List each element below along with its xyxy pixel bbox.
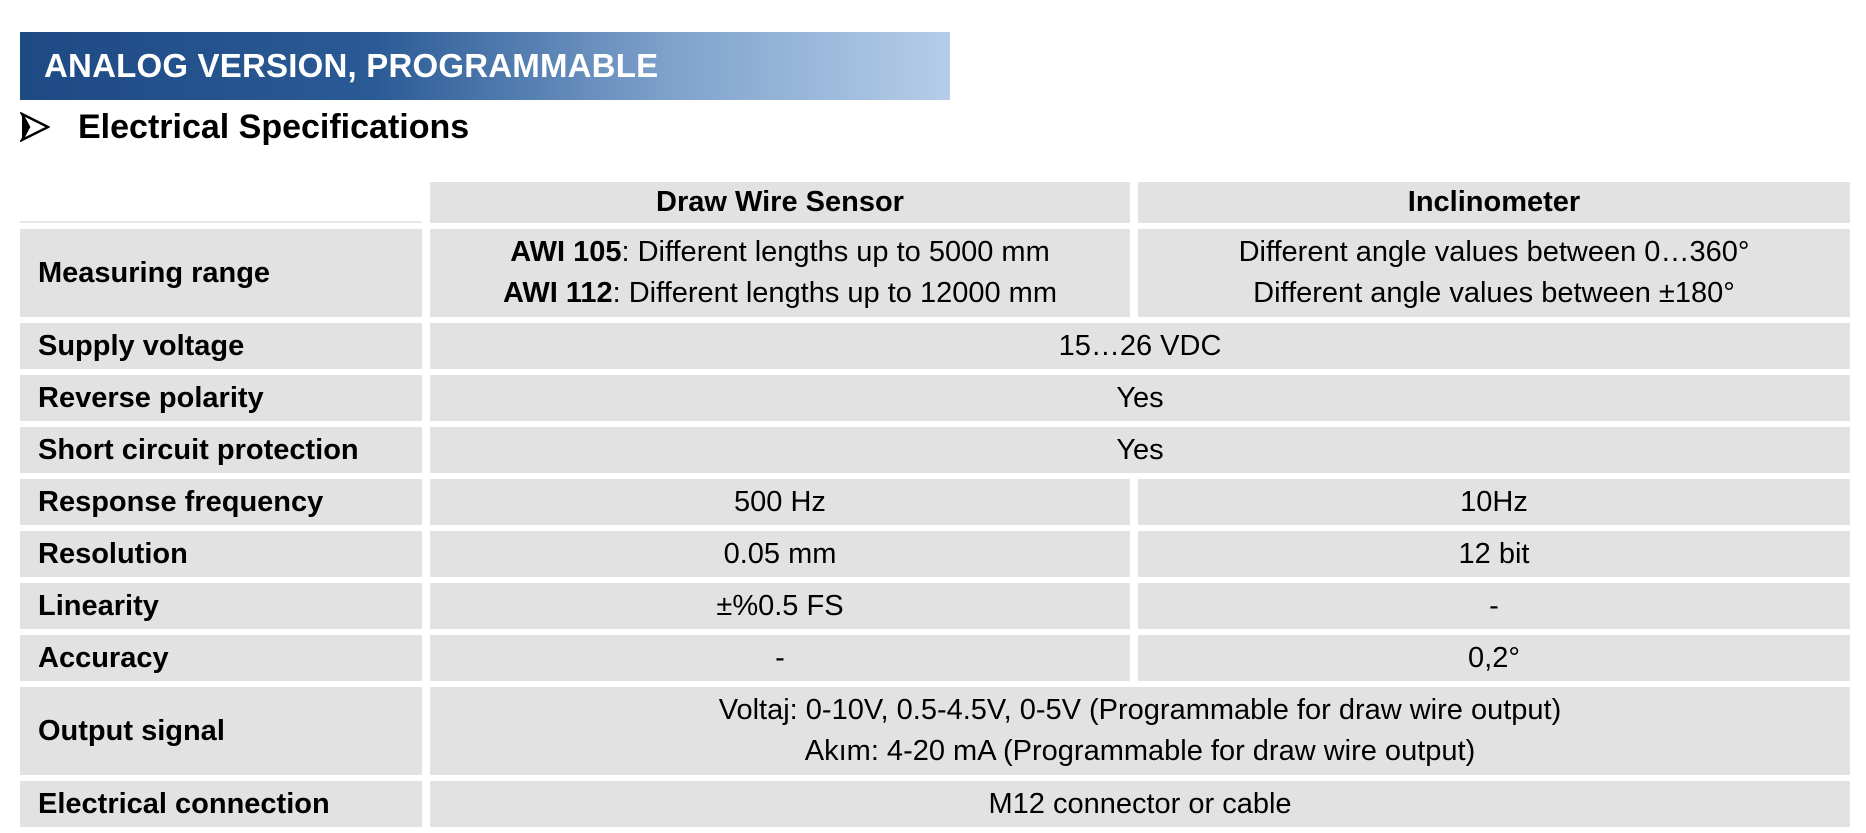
section-title: Electrical Specifications [78,107,470,146]
cell-value: 12 bit [1138,531,1850,577]
cell-text: Different angle values between ±180° [1253,277,1735,309]
cell-value: 15…26 VDC [430,323,1850,369]
cell-value: 0.05 mm [430,531,1130,577]
header-blank-cell [20,182,422,223]
cell-value: Yes [430,427,1850,473]
table-row [20,229,1850,317]
output-signal-value [430,687,1850,775]
cell-text: : Different lengths up to 5000 mm [621,236,1050,268]
table-row [20,781,1850,827]
table-header-row [20,182,1850,223]
cell-value: - [1138,583,1850,629]
cell-value: 10Hz [1138,479,1850,525]
row-label: Linearity [20,583,422,629]
cell-value: ±%0.5 FS [430,583,1130,629]
cell-value: - [430,635,1130,681]
table-row [20,323,1850,369]
table-row [20,375,1850,421]
row-label: Measuring range [20,229,422,317]
arrowhead-bullet-icon [20,112,50,142]
cell-text: Voltaj: 0-10V, 0.5-4.5V, 0-5V (Programmable for draw wire output) [718,694,1562,726]
row-label: Output signal [20,687,422,775]
row-label: Response frequency [20,479,422,525]
cell-value: Yes [430,375,1850,421]
row-label: Resolution [20,531,422,577]
cell-value: M12 connector or cable [430,781,1850,827]
row-label: Accuracy [20,635,422,681]
row-label: Supply voltage [20,323,422,369]
cell-text: : Different lengths up to 12000 mm [612,277,1057,309]
table-row [20,687,1850,775]
row-label: Short circuit protection [20,427,422,473]
cell-value: 0,2° [1138,635,1850,681]
model-name: AWI 105 [510,236,622,268]
table-row [20,583,1850,629]
cell-text: Different angle values between 0…360° [1238,236,1750,268]
cell-value: 500 Hz [430,479,1130,525]
section-banner [20,32,950,100]
spec-table [12,176,1858,833]
banner-title: ANALOG VERSION, PROGRAMMABLE [44,47,659,84]
section-heading [20,104,469,150]
column-header-draw-wire: Draw Wire Sensor [430,182,1130,223]
table-row [20,531,1850,577]
row-label: Reverse polarity [20,375,422,421]
measuring-range-inclinometer [1138,229,1850,317]
cell-text: Akım: 4-20 mA (Programmable for draw wire output) [804,735,1476,767]
model-name: AWI 112 [502,277,613,309]
measuring-range-draw-wire [430,229,1130,317]
table-row [20,427,1850,473]
table-row [20,635,1850,681]
row-label: Electrical connection [20,781,422,827]
table-row [20,479,1850,525]
column-header-inclinometer: Inclinometer [1138,182,1850,223]
